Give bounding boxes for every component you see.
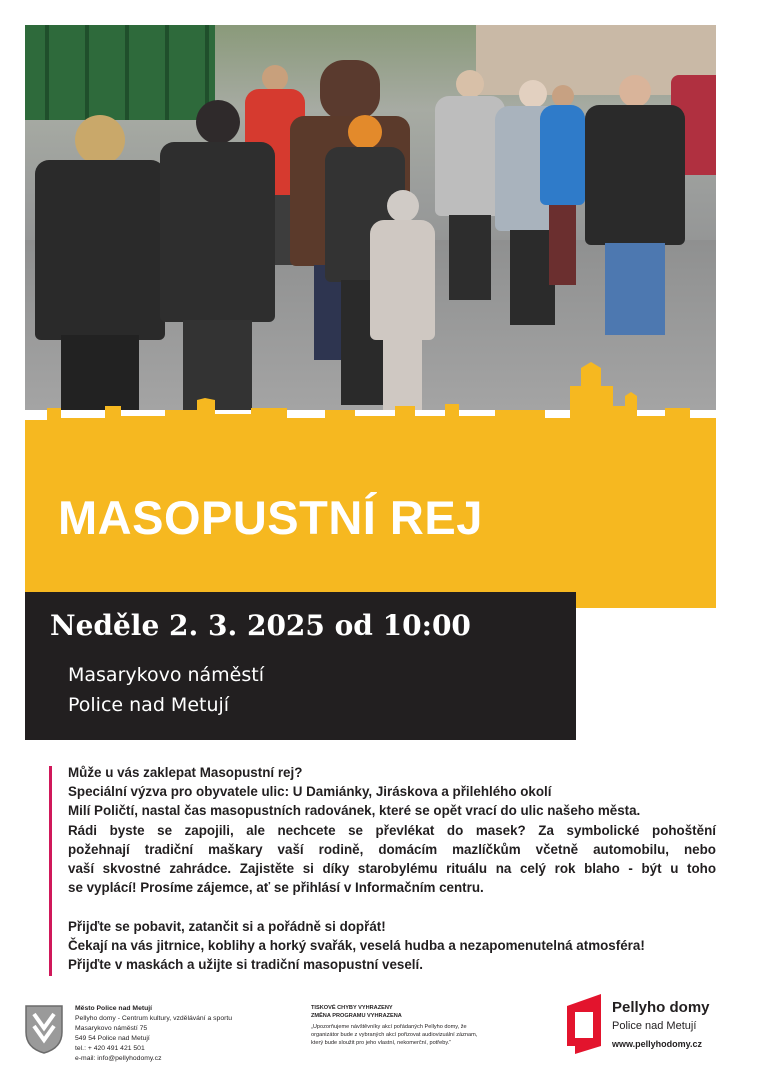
body-line: Speciální výzva pro obyvatele ulic: U Damiánky, Jiráskova a přilehlého okolí — [68, 784, 552, 800]
crowd-person — [585, 75, 685, 335]
contact-line: 549 54 Police nad Metují — [75, 1035, 150, 1042]
disclaimer-heading: ZMĚNA PROGRAMU VYHRAZENA — [311, 1013, 402, 1019]
town-crest-icon — [24, 1004, 64, 1054]
brand-location: Police nad Metují — [612, 1020, 697, 1032]
closing-line: Přijďte v maskách a užijte si tradiční masopustní veselí. — [68, 957, 423, 973]
contact-email: e-mail: info@pellyhodomy.cz — [75, 1055, 162, 1062]
crowd-person — [540, 85, 585, 285]
body-line: vaší skvostné zahrádce. Zajistěte si díky starobylému rituálu na celý rok blaho - být u toho — [68, 861, 716, 877]
disclaimer-text: „Upozorňujeme návštěvníky akcí pořádaných Pellyho domy, že organizátor bude z vybraných akcí pořizovat audiovizuální záznam, který bude sloužit pro jeho vlastní, nekomerční, potřeby.“ — [311, 1024, 478, 1046]
contact-line: Masarykovo náměstí 75 — [75, 1025, 148, 1032]
body-line: Milí Poličtí, nastal čas masopustních radovánek, které se opět vrací do ulic našeho města. — [68, 803, 641, 819]
contact-phone: tel.: + 420 491 421 501 — [75, 1045, 145, 1052]
event-title: MASOPUSTNÍ REJ — [58, 491, 483, 544]
organizer-contact — [75, 1004, 232, 1064]
disclaimer-heading: TISKOVÉ CHYBY VYHRAZENY — [311, 1005, 393, 1011]
brand-website-link[interactable]: www.pellyhodomy.cz — [612, 1039, 703, 1049]
closing-line: Přijďte se pobavit, zatančit si a pořádně si dopřát! — [68, 919, 386, 934]
accent-rule — [49, 766, 52, 976]
event-date: Neděle 2. 3. 2025 od 10:00 — [50, 609, 471, 642]
pellyho-domy-logo-icon — [561, 994, 607, 1054]
organizer-name: Město Police nad Metují — [75, 1005, 153, 1012]
brand-name: Pellyho domy — [612, 999, 710, 1016]
venue-square: Masarykovo náměstí — [68, 664, 265, 686]
disclaimer — [311, 1004, 486, 1047]
closing-line: Čekají na vás jitrnice, koblihy a horký svařák, veselá hudba a nezapomenutelná atmosféra! — [68, 938, 645, 954]
contact-line: Pellyho domy - Centrum kultury, vzdělávání a sportu — [75, 1015, 233, 1022]
carnival-photo — [25, 25, 716, 410]
body-line: požehnají tradiční maškary vaší rodině, domácím mazlíčkům včetně automobilu, nebo — [68, 841, 716, 857]
body-line: Může u vás zaklepat Masopustní rej? — [68, 765, 303, 780]
body-line: Rádi byste se zapojili, ale nechcete se převlékat do masek? Za symbolické pohoštění — [68, 822, 716, 838]
body-line: se vyplácí! Prosíme zájemce, ať se přihlásí v Informačním centru. — [68, 880, 484, 896]
venue-town: Police nad Metují — [68, 694, 230, 716]
invitation-paragraph — [68, 763, 716, 897]
closing-paragraph — [68, 917, 716, 975]
